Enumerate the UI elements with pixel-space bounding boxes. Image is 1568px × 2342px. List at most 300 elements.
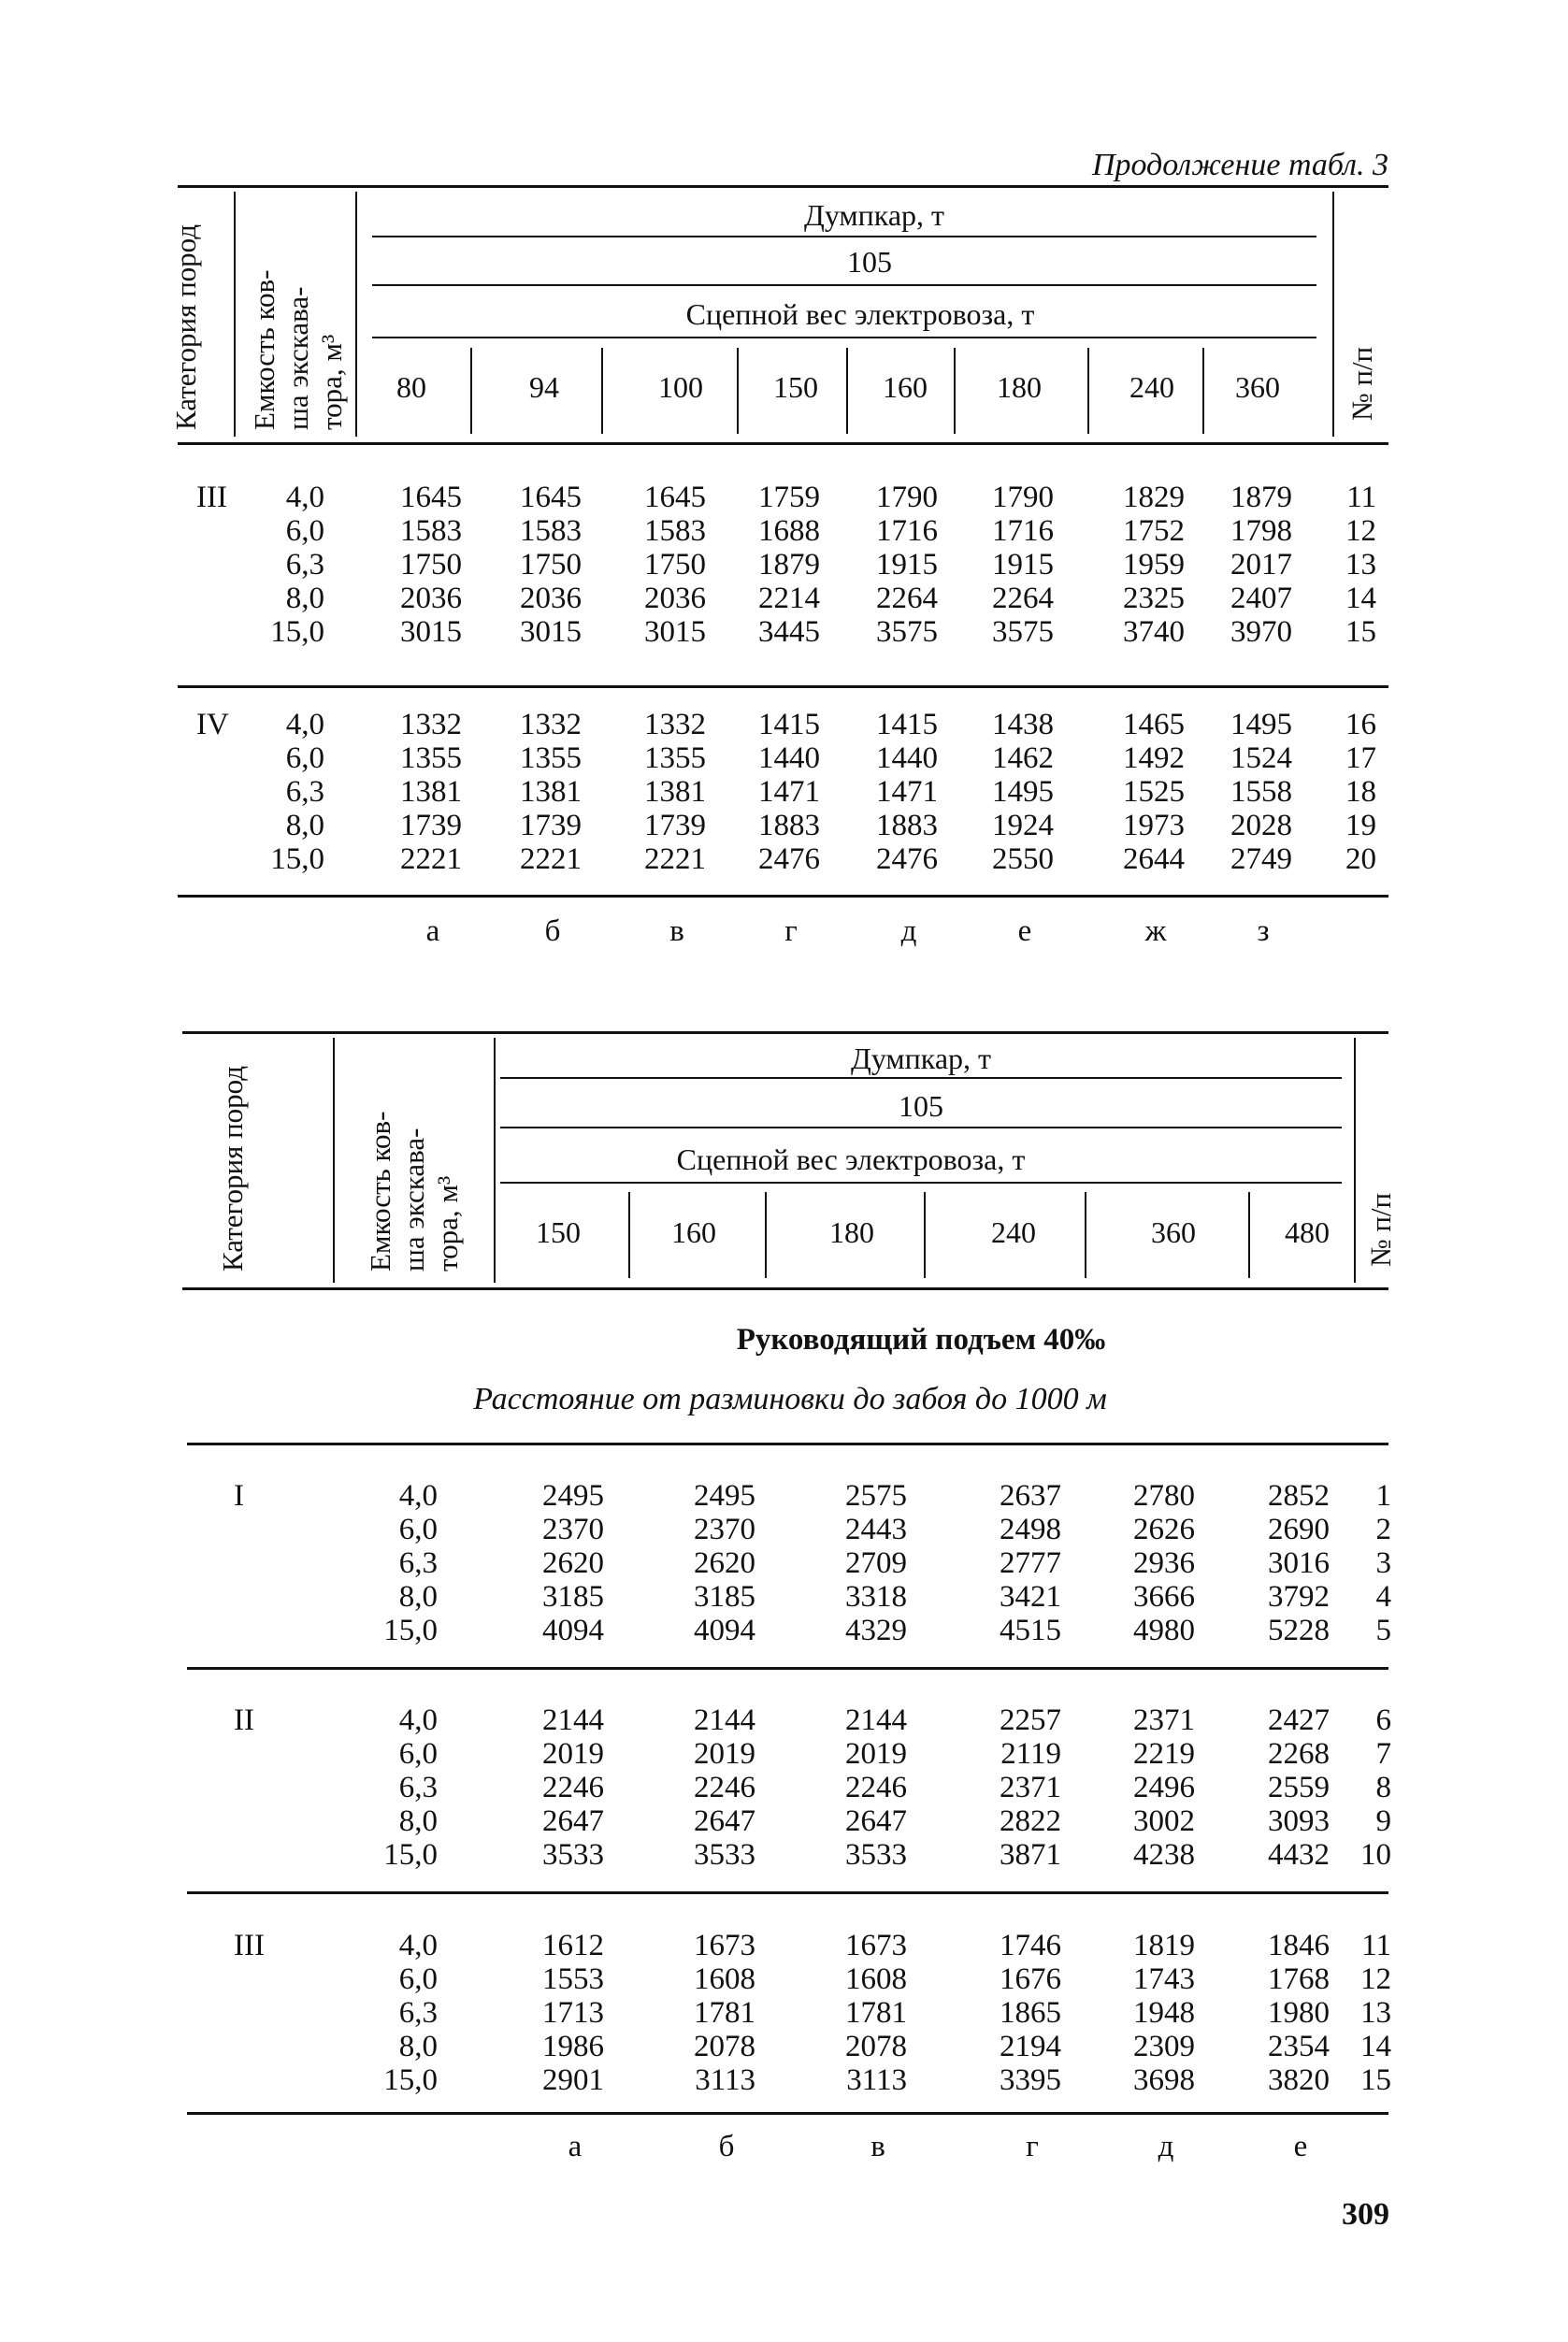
value-cell: 3533 [542, 1838, 604, 1872]
row-number-cell: 20 [1345, 842, 1376, 876]
value-cell: 2620 [542, 1546, 604, 1580]
row-number-cell: 12 [1360, 1962, 1391, 1996]
value-cell: 2777 [1000, 1546, 1061, 1580]
value-cell: 1865 [1000, 1996, 1061, 2030]
value-cell: 2901 [542, 2063, 604, 2097]
table2-dumpcar-header: Думпкар, т [850, 1042, 992, 1075]
value-cell: 1750 [520, 548, 582, 582]
value-cell: 1471 [876, 775, 938, 809]
value-cell: 3113 [695, 2063, 755, 2097]
table1-top-rule [178, 185, 1388, 188]
value-cell: 1645 [520, 481, 582, 514]
value-cell: 1781 [845, 1996, 907, 2030]
value-cell: 1415 [758, 708, 820, 741]
value-cell: 1553 [542, 1962, 604, 1996]
value-cell: 1355 [520, 741, 582, 775]
weight-header-cell: 80 [396, 370, 426, 404]
row-number-cell: 14 [1360, 2030, 1391, 2063]
table2-dumpcar-value: 105 [899, 1089, 943, 1123]
value-cell: 2780 [1133, 1479, 1195, 1513]
value-cell: 1525 [1123, 775, 1185, 809]
column-letter: д [900, 914, 917, 948]
value-cell: 1829 [1123, 481, 1185, 514]
capacity-cell: 4,0 [398, 1479, 438, 1513]
value-cell: 1612 [542, 1929, 604, 1962]
value-cell: 2647 [694, 1804, 755, 1838]
value-cell: 2036 [400, 582, 462, 615]
group-rule [178, 685, 1388, 688]
value-cell: 2626 [1133, 1513, 1195, 1546]
table1-capacity-header-1: Емкость ков- [248, 269, 281, 430]
weight-header-cell: 150 [536, 1215, 581, 1249]
row-number-cell: 18 [1345, 775, 1376, 809]
value-cell: 4238 [1133, 1838, 1195, 1872]
value-cell: 2214 [758, 582, 820, 615]
value-cell: 4515 [1000, 1614, 1061, 1647]
value-cell: 1645 [400, 481, 462, 514]
capacity-cell: 8,0 [398, 1804, 438, 1838]
value-cell: 3421 [1000, 1580, 1061, 1614]
value-cell: 2822 [1000, 1804, 1061, 1838]
value-cell: 2647 [845, 1804, 907, 1838]
capacity-cell: 15,0 [383, 1838, 438, 1872]
column-letter: а [425, 914, 440, 948]
value-cell: 2309 [1133, 2030, 1195, 2063]
value-cell: 2852 [1268, 1479, 1330, 1513]
value-cell: 1746 [1000, 1929, 1061, 1962]
value-cell: 3015 [520, 615, 582, 649]
capacity-cell: 15,0 [383, 2063, 438, 2097]
column-letter: е [1293, 2130, 1308, 2163]
divider [234, 192, 236, 437]
divider [1332, 192, 1334, 437]
value-cell: 1558 [1230, 775, 1292, 809]
value-cell: 3185 [542, 1580, 604, 1614]
value-cell: 2194 [1000, 2030, 1061, 2063]
value-cell: 2221 [520, 842, 582, 876]
weight-header-cell: 240 [1129, 370, 1174, 404]
column-letter: г [1026, 2130, 1039, 2163]
value-cell: 3002 [1133, 1804, 1195, 1838]
group-rule [187, 1891, 1388, 1894]
group-rule [178, 895, 1388, 898]
column-letter: г [784, 914, 798, 948]
row-number-cell: 2 [1375, 1513, 1391, 1546]
value-cell: 1781 [694, 1996, 755, 2030]
value-cell: 1750 [644, 548, 706, 582]
value-cell: 2246 [694, 1771, 755, 1804]
column-letter: в [669, 914, 684, 948]
continuation-label: Продолжение табл. 3 [1091, 148, 1388, 182]
value-cell: 3533 [694, 1838, 755, 1872]
value-cell: 4980 [1133, 1614, 1195, 1647]
row-number-cell: 13 [1360, 1996, 1391, 2030]
value-cell: 1768 [1268, 1962, 1330, 1996]
value-cell: 2559 [1268, 1771, 1330, 1804]
value-cell: 1495 [1230, 708, 1292, 741]
value-cell: 1739 [520, 809, 582, 842]
table1-capacity-header-2: ша экскава- [281, 286, 314, 430]
value-cell: 1688 [758, 514, 820, 548]
value-cell: 1524 [1230, 741, 1292, 775]
capacity-cell: 8,0 [398, 2030, 438, 2063]
table1-dumpcar-header: Думпкар, т [803, 198, 945, 232]
value-cell: 2264 [992, 582, 1054, 615]
divider [372, 236, 1316, 237]
capacity-cell: 4,0 [285, 481, 324, 514]
value-cell: 1608 [694, 1962, 755, 1996]
value-cell: 2370 [542, 1513, 604, 1546]
value-cell: 1879 [758, 548, 820, 582]
divider [1085, 1192, 1086, 1278]
divider [846, 348, 848, 434]
value-cell: 2371 [1000, 1771, 1061, 1804]
value-cell: 2495 [694, 1479, 755, 1513]
value-cell: 2078 [694, 2030, 755, 2063]
value-cell: 1381 [400, 775, 462, 809]
row-number-cell: 10 [1360, 1838, 1391, 1872]
row-number-cell: 15 [1360, 2063, 1391, 2097]
capacity-cell: 6,0 [285, 741, 324, 775]
capacity-cell: 15,0 [270, 615, 324, 649]
divider [737, 348, 739, 434]
value-cell: 3666 [1133, 1580, 1195, 1614]
value-cell: 1752 [1123, 514, 1185, 548]
value-cell: 1759 [758, 481, 820, 514]
value-cell: 3015 [400, 615, 462, 649]
value-cell: 1716 [876, 514, 938, 548]
row-number-cell: 16 [1345, 708, 1376, 741]
table1-weight-header: Сцепной вес электровоза, т [685, 297, 1035, 331]
value-cell: 1973 [1123, 809, 1185, 842]
value-cell: 2144 [542, 1703, 604, 1737]
column-letter: з [1257, 914, 1270, 948]
value-cell: 2019 [845, 1737, 907, 1771]
row-number-cell: 4 [1375, 1580, 1391, 1614]
value-cell: 1355 [400, 741, 462, 775]
row-number-cell: 14 [1345, 582, 1376, 615]
weight-header-cell: 150 [773, 370, 818, 404]
divider [333, 1038, 335, 1283]
value-cell: 1716 [992, 514, 1054, 548]
category-label: I [234, 1479, 244, 1513]
row-number-cell: 17 [1345, 741, 1376, 775]
value-cell: 1798 [1230, 514, 1292, 548]
row-number-cell: 11 [1361, 1929, 1391, 1962]
weight-header-cell: 100 [658, 370, 703, 404]
table2-category-header: Категория пород [216, 1065, 249, 1272]
divider [1087, 348, 1089, 434]
value-cell: 2575 [845, 1479, 907, 1513]
capacity-cell: 4,0 [398, 1929, 438, 1962]
value-cell: 2690 [1268, 1513, 1330, 1546]
row-number-cell: 12 [1345, 514, 1376, 548]
row-number-cell: 15 [1345, 615, 1376, 649]
capacity-cell: 8,0 [398, 1580, 438, 1614]
value-cell: 2257 [1000, 1703, 1061, 1737]
value-cell: 2370 [694, 1513, 755, 1546]
divider [500, 1077, 1342, 1079]
value-cell: 3698 [1133, 2063, 1195, 2097]
value-cell: 1879 [1230, 481, 1292, 514]
value-cell: 2078 [845, 2030, 907, 2063]
value-cell: 2264 [876, 582, 938, 615]
value-cell: 2443 [845, 1513, 907, 1546]
value-cell: 1440 [758, 741, 820, 775]
value-cell: 1462 [992, 741, 1054, 775]
value-cell: 1739 [400, 809, 462, 842]
divider [765, 1192, 767, 1278]
value-cell: 1743 [1133, 1962, 1195, 1996]
row-number-cell: 3 [1375, 1546, 1391, 1580]
value-cell: 2407 [1230, 582, 1292, 615]
value-cell: 2268 [1268, 1737, 1330, 1771]
capacity-cell: 4,0 [398, 1703, 438, 1737]
capacity-cell: 6,0 [285, 514, 324, 548]
divider [470, 348, 472, 434]
value-cell: 2017 [1230, 548, 1292, 582]
value-cell: 1332 [520, 708, 582, 741]
weight-header-cell: 360 [1235, 370, 1280, 404]
divider [500, 1182, 1342, 1184]
table2-body-rule [187, 1443, 1388, 1445]
value-cell: 2498 [1000, 1513, 1061, 1546]
table2-capacity-header-3: тора, м³ [431, 1175, 464, 1272]
category-label: II [234, 1703, 254, 1737]
category-label: III [234, 1929, 265, 1962]
value-cell: 3113 [846, 2063, 907, 2097]
value-cell: 2495 [542, 1479, 604, 1513]
value-cell: 3445 [758, 615, 820, 649]
value-cell: 3970 [1230, 615, 1292, 649]
row-number-cell: 19 [1345, 809, 1376, 842]
capacity-cell: 6,3 [398, 1996, 438, 2030]
table2-title: Руководящий подъем 40‰ [736, 1323, 1106, 1357]
table1-capacity-header-3: тора, м³ [315, 334, 348, 430]
column-letter: а [568, 2130, 583, 2163]
capacity-cell: 4,0 [285, 708, 324, 741]
row-number-cell: 6 [1375, 1703, 1391, 1737]
table2-subtitle: Расстояние от разминовки до забоя до 1000 м [473, 1382, 1107, 1416]
weight-header-cell: 160 [671, 1215, 716, 1249]
value-cell: 3016 [1268, 1546, 1330, 1580]
value-cell: 1915 [992, 548, 1054, 582]
value-cell: 2221 [400, 842, 462, 876]
value-cell: 2620 [694, 1546, 755, 1580]
capacity-cell: 6,0 [398, 1962, 438, 1996]
row-number-cell: 5 [1375, 1614, 1391, 1647]
capacity-cell: 8,0 [285, 809, 324, 842]
value-cell: 1790 [992, 481, 1054, 514]
value-cell: 1713 [542, 1996, 604, 2030]
value-cell: 2246 [845, 1771, 907, 1804]
value-cell: 1355 [644, 741, 706, 775]
column-letter: в [870, 2130, 885, 2163]
value-cell: 2637 [1000, 1479, 1061, 1513]
value-cell: 1986 [542, 2030, 604, 2063]
value-cell: 2325 [1123, 582, 1185, 615]
value-cell: 3533 [845, 1838, 907, 1872]
group-rule [187, 2112, 1388, 2115]
value-cell: 2019 [694, 1737, 755, 1771]
value-cell: 4094 [542, 1614, 604, 1647]
row-number-cell: 11 [1346, 481, 1376, 514]
capacity-cell: 6,0 [398, 1737, 438, 1771]
weight-header-cell: 160 [883, 370, 928, 404]
capacity-cell: 8,0 [285, 582, 324, 615]
column-letter: б [544, 914, 561, 948]
value-cell: 2936 [1133, 1546, 1195, 1580]
value-cell: 1415 [876, 708, 938, 741]
value-cell: 2709 [845, 1546, 907, 1580]
value-cell: 3820 [1268, 2063, 1330, 2097]
weight-header-cell: 180 [829, 1215, 874, 1249]
table2-capacity-header-1: Емкость ков- [364, 1111, 396, 1272]
value-cell: 1924 [992, 809, 1054, 842]
row-number-cell: 1 [1375, 1479, 1391, 1513]
row-number-cell: 9 [1375, 1804, 1391, 1838]
row-number-cell: 13 [1345, 548, 1376, 582]
value-cell: 3093 [1268, 1804, 1330, 1838]
value-cell: 2496 [1133, 1771, 1195, 1804]
column-letter: е [1017, 914, 1032, 948]
value-cell: 4094 [694, 1614, 755, 1647]
value-cell: 2246 [542, 1771, 604, 1804]
row-number-cell: 8 [1375, 1771, 1391, 1804]
divider [355, 192, 357, 437]
table1-category-header: Категория пород [169, 223, 202, 430]
value-cell: 3575 [876, 615, 938, 649]
divider [494, 1038, 496, 1283]
value-cell: 1440 [876, 741, 938, 775]
value-cell: 1492 [1123, 741, 1185, 775]
value-cell: 1846 [1268, 1929, 1330, 1962]
value-cell: 1673 [694, 1929, 755, 1962]
divider [1248, 1192, 1250, 1278]
value-cell: 1883 [876, 809, 938, 842]
value-cell: 2144 [845, 1703, 907, 1737]
table1-number-header: № п/п [1345, 346, 1378, 421]
table2-top-rule [182, 1031, 1388, 1034]
table2-header-rule [182, 1287, 1388, 1290]
column-letter: д [1158, 2130, 1174, 2163]
capacity-cell: 15,0 [270, 842, 324, 876]
value-cell: 3740 [1123, 615, 1185, 649]
value-cell: 3871 [1000, 1838, 1061, 1872]
value-cell: 1381 [520, 775, 582, 809]
value-cell: 4432 [1268, 1838, 1330, 1872]
value-cell: 2749 [1230, 842, 1292, 876]
value-cell: 1750 [400, 548, 462, 582]
page-number: 309 [1342, 2197, 1389, 2232]
value-cell: 3792 [1268, 1580, 1330, 1614]
value-cell: 3015 [644, 615, 706, 649]
value-cell: 2550 [992, 842, 1054, 876]
capacity-cell: 6,3 [398, 1771, 438, 1804]
value-cell: 3575 [992, 615, 1054, 649]
divider [500, 1127, 1342, 1128]
value-cell: 1583 [520, 514, 582, 548]
value-cell: 2119 [1000, 1737, 1061, 1771]
value-cell: 1645 [644, 481, 706, 514]
value-cell: 2219 [1133, 1737, 1195, 1771]
value-cell: 2427 [1268, 1703, 1330, 1737]
weight-header-cell: 240 [991, 1215, 1036, 1249]
value-cell: 2371 [1133, 1703, 1195, 1737]
value-cell: 1883 [758, 809, 820, 842]
value-cell: 1332 [400, 708, 462, 741]
divider [372, 284, 1316, 286]
value-cell: 1790 [876, 481, 938, 514]
value-cell: 2476 [758, 842, 820, 876]
value-cell: 2036 [520, 582, 582, 615]
value-cell: 1471 [758, 775, 820, 809]
capacity-cell: 6,3 [398, 1546, 438, 1580]
value-cell: 1948 [1133, 1996, 1195, 2030]
value-cell: 4329 [845, 1614, 907, 1647]
value-cell: 1438 [992, 708, 1054, 741]
divider [954, 348, 956, 434]
value-cell: 3318 [845, 1580, 907, 1614]
table2-capacity-header-2: ша экскава- [397, 1128, 430, 1272]
column-letter: ж [1144, 914, 1167, 948]
divider [628, 1192, 630, 1278]
table1-header-rule [178, 442, 1388, 445]
capacity-cell: 6,0 [398, 1513, 438, 1546]
value-cell: 3185 [694, 1580, 755, 1614]
value-cell: 5228 [1268, 1614, 1330, 1647]
value-cell: 1819 [1133, 1929, 1195, 1962]
table1-dumpcar-value: 105 [847, 245, 892, 279]
value-cell: 2221 [644, 842, 706, 876]
value-cell: 2036 [644, 582, 706, 615]
weight-header-cell: 94 [529, 370, 559, 404]
group-rule [187, 1667, 1388, 1670]
value-cell: 1583 [400, 514, 462, 548]
weight-header-cell: 480 [1285, 1215, 1330, 1249]
value-cell: 2644 [1123, 842, 1185, 876]
weight-header-cell: 180 [997, 370, 1042, 404]
value-cell: 3395 [1000, 2063, 1061, 2097]
column-letter: б [718, 2130, 735, 2163]
value-cell: 1980 [1268, 1996, 1330, 2030]
value-cell: 2476 [876, 842, 938, 876]
value-cell: 1465 [1123, 708, 1185, 741]
category-label: IV [196, 708, 229, 741]
capacity-cell: 15,0 [383, 1614, 438, 1647]
value-cell: 1915 [876, 548, 938, 582]
value-cell: 1673 [845, 1929, 907, 1962]
value-cell: 1583 [644, 514, 706, 548]
table2-number-header: № п/п [1364, 1192, 1397, 1267]
value-cell: 1332 [644, 708, 706, 741]
row-number-cell: 7 [1375, 1737, 1391, 1771]
value-cell: 1608 [845, 1962, 907, 1996]
divider [1354, 1038, 1356, 1283]
divider [372, 337, 1316, 338]
weight-header-cell: 360 [1151, 1215, 1196, 1249]
value-cell: 1676 [1000, 1962, 1061, 1996]
value-cell: 2019 [542, 1737, 604, 1771]
divider [1202, 348, 1204, 434]
value-cell: 2028 [1230, 809, 1292, 842]
divider [924, 1192, 926, 1278]
value-cell: 1739 [644, 809, 706, 842]
category-label: III [196, 481, 227, 514]
value-cell: 2354 [1268, 2030, 1330, 2063]
value-cell: 1381 [644, 775, 706, 809]
value-cell: 2647 [542, 1804, 604, 1838]
